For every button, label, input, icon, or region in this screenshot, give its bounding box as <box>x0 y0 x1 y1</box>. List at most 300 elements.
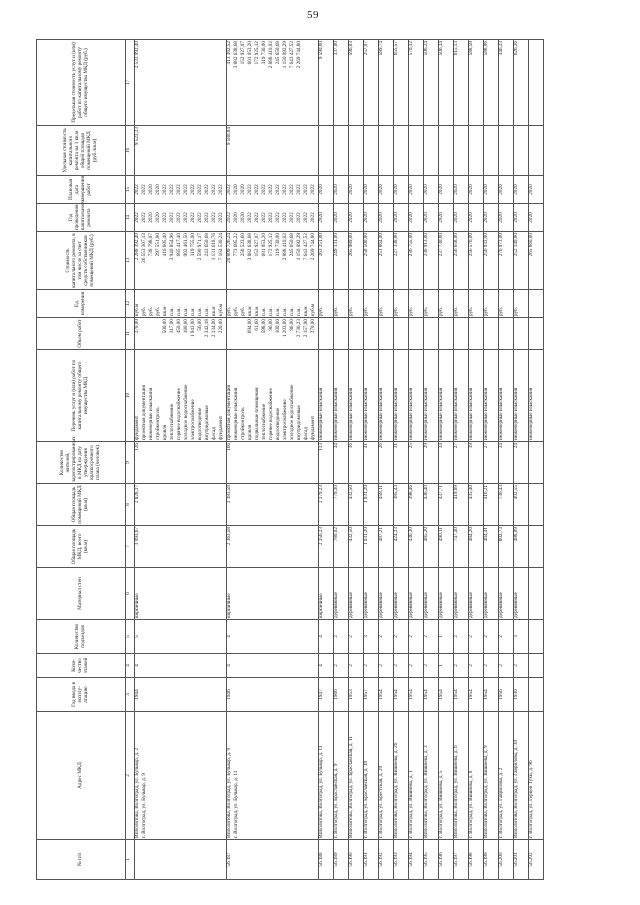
cell-floors: 2 <box>499 654 514 678</box>
cell-line: 7 643 427,52 <box>289 41 295 69</box>
cell-unit-cost <box>424 126 439 176</box>
cell-unit-cost <box>484 126 499 176</box>
table-row <box>135 40 227 880</box>
cell-line: 2022 <box>268 212 274 223</box>
cell-limit: 9 590,00 <box>319 40 334 126</box>
cell-floors: 2 <box>454 654 469 678</box>
cell-area-total: 780,02 <box>334 526 349 568</box>
cell-area-prem: 2 179,23 <box>319 484 334 526</box>
cell-cost: 252 140,00 <box>514 232 529 290</box>
cell-line: 3 882 638,68 <box>233 41 239 69</box>
cell-line: 2022 <box>247 184 253 195</box>
cell-area-prem: 402,55 <box>514 484 529 526</box>
rotated-table-container <box>36 40 606 880</box>
cell-line: 317,00 <box>169 319 175 334</box>
cell-area-prem: 1 031,20 <box>364 484 379 526</box>
cell-unit-cost <box>379 126 394 176</box>
cell-repair-year: 2020 <box>394 204 409 232</box>
cell-line <box>142 319 149 348</box>
cell-line: кв.м <box>247 306 253 316</box>
cell-residents: 29 <box>424 442 439 484</box>
cell-area-total: 487,21 <box>379 526 394 568</box>
cell-cost: 251 864,00 <box>379 232 394 290</box>
cell-repair-year: 2020 <box>514 204 529 232</box>
table-row <box>379 40 394 880</box>
cell-no: 56.193 <box>394 840 409 880</box>
cell-line: 319 730,00 <box>275 233 281 257</box>
cell-works: инженерные изыскания <box>319 350 334 442</box>
cell-floors: 2 <box>424 654 439 678</box>
header-cell: Общая площадь помещений МКД (кв.м) <box>37 484 126 526</box>
cell-floors: 4 <box>227 654 319 678</box>
column-number-cell: 13 <box>126 232 135 290</box>
cell-residents: 16 <box>349 442 364 484</box>
cell-line: куб.м <box>218 303 224 316</box>
cell-area-prem: 385,43 <box>394 484 409 526</box>
cell-line: кровля <box>247 424 253 440</box>
cell-limit: 346,23 <box>499 40 514 126</box>
cell-works: инженерные изыскания <box>439 350 454 442</box>
cell-area-total: 802,73 <box>499 526 514 568</box>
cell-cost: 256 658,00 <box>454 232 469 290</box>
cell-line: 96,00 <box>289 319 295 331</box>
cell-line: 2 288 392,40 <box>134 233 140 261</box>
cell-line: 685 417,40 <box>176 233 182 257</box>
cell-line: п.м. <box>169 307 175 316</box>
cell-limit: 570,12 <box>409 40 424 126</box>
cell-works: инженерные изыскания <box>499 350 514 442</box>
cell-line: внутридомовые <box>204 405 210 440</box>
column-number-cell: 11 <box>126 318 135 350</box>
cell-limit: 655,57 <box>394 40 409 126</box>
cell-line: 2 269 744,80 <box>296 41 302 69</box>
cell-line: кв.м <box>254 306 260 316</box>
column-number-cell: 12 <box>126 290 135 318</box>
cell-year: 1947 <box>319 678 334 712</box>
cell-line: 2022 <box>169 212 175 223</box>
cell-line: 2022 <box>296 212 302 223</box>
cell-volume <box>469 318 484 350</box>
column-number-cell: 6 <box>126 568 135 620</box>
cell-entrances: 4 <box>227 620 319 654</box>
cell-line: п.м. <box>261 307 267 316</box>
cell-unit: руб. <box>379 290 394 318</box>
cell-area-prem: 2 183,58 <box>227 484 319 526</box>
cell-area-prem: 458,11 <box>379 484 394 526</box>
cell-unit: руб. <box>454 290 469 318</box>
cell-volume <box>529 318 544 350</box>
cell-residents: 34 <box>439 442 454 484</box>
cell-line: 2022 <box>310 212 316 223</box>
table-row <box>469 40 484 880</box>
cell-line: 2022 <box>261 184 267 195</box>
header-cell: № п/п <box>37 840 126 880</box>
cell-line: 2022 <box>254 212 260 223</box>
cell-line: 2022 <box>226 184 232 195</box>
cell-year: 1954 <box>394 678 409 712</box>
cell-line: 2 342,18 <box>204 319 210 338</box>
cell-line: г. Волгоград, ул. Бульвар, д. 11 <box>233 770 239 838</box>
cell-line: 694,00 <box>247 319 253 334</box>
cell-unit-cost <box>409 126 424 176</box>
cell-line: 61,60 <box>254 319 260 331</box>
cell-plan-date: 2020 <box>514 176 529 204</box>
cell-material: деревянные <box>379 568 394 620</box>
cell-no: 56.201 <box>514 840 529 880</box>
column-number-cell: 2 <box>126 712 135 840</box>
cell-unit: руб. <box>439 290 454 318</box>
cell-material: деревянные <box>454 568 469 620</box>
cell-area-total: 747,40 <box>454 526 469 568</box>
cell-floors: 2 <box>349 654 364 678</box>
cell-line: г. Волгоград, ул. Бульвар, д. 9 <box>141 773 147 838</box>
cell-line: 2022 <box>169 184 175 195</box>
cell-unit-cost <box>364 126 379 176</box>
cell-address: Ипполитова, Волгоград, ул. Вишнева, д. 9 <box>484 712 499 840</box>
cell-address: г. Волгоград, ул. Вишнева, д. 5 <box>439 712 454 840</box>
cell-volume <box>364 318 379 350</box>
table-body <box>135 40 544 880</box>
cell-line: п.м. <box>282 307 288 316</box>
cell-unit: руб. <box>334 290 349 318</box>
header-cell: Количество жителей, зарегистрированных в МКД на дату утверждения краткосрочного плана (человек) <box>37 442 126 484</box>
header-cell: Стоимость капитального ремонта, в том числе за счет средств собственников помещений МКД (руб.) <box>37 232 126 290</box>
cell-line: руб. <box>233 307 239 316</box>
table-row <box>364 40 379 880</box>
cell-area-total: 2 356,23 <box>319 526 334 568</box>
cell-line: стройконтроль <box>155 407 161 440</box>
cell-residents: 24 <box>514 442 529 484</box>
cell-unit-cost: 9 523,23 <box>135 126 227 176</box>
cell-unit-cost <box>469 126 484 176</box>
cell-line: 319 755,00 <box>190 233 196 257</box>
cell-line: проектная документация <box>141 385 147 440</box>
cell-entrances: 2 <box>469 620 484 654</box>
cell-year: 1966 <box>334 678 349 712</box>
cell-year: 1954 <box>379 678 394 712</box>
cell-plan-date: 2020 <box>484 176 499 204</box>
cell-line: 245 650,68 <box>275 41 281 65</box>
cell-line: 2022 <box>289 184 295 195</box>
cell-volume <box>439 318 454 350</box>
cell-line: электроснабжение <box>282 399 288 440</box>
cell-address: Ипполитова, Волгоград, ул. Вишнева, д. 6 <box>454 712 469 840</box>
cell-entrances <box>529 620 544 654</box>
cell-unit-cost <box>349 126 364 176</box>
cell-residents: 26 <box>379 442 394 484</box>
cell-area-total: 432,50 <box>349 526 364 568</box>
cell-repair-year: 2020 <box>319 204 334 232</box>
cell-line: 2 134,00 <box>211 319 217 338</box>
cell-limit: 2 533 092,40 <box>135 40 227 126</box>
cell-line: 2022 <box>162 184 168 195</box>
cell-area-total: 2 363,58 <box>227 526 319 568</box>
cell-unit-cost <box>454 126 469 176</box>
cell-limit: 588,06 <box>484 40 499 126</box>
cell-line: 2022 <box>282 212 288 223</box>
cell-line: 270,00 <box>134 319 140 334</box>
cell-floors: 4 <box>135 654 227 678</box>
cell-area-total <box>529 526 544 568</box>
cell-line: 2022 <box>310 184 316 195</box>
cell-material: деревянные <box>439 568 454 620</box>
cell-material: кирпичные <box>135 568 227 620</box>
cell-unit: руб. <box>484 290 499 318</box>
cell-line: 450,00 <box>176 319 182 334</box>
cell-line: инженерные изыскания <box>233 387 239 440</box>
cell-line: 20 809 726,24 <box>226 233 232 263</box>
cell-cost: 256 576,00 <box>469 232 484 290</box>
cell-limit: 589,74 <box>379 40 394 126</box>
cell-works: инженерные изыскания <box>334 350 349 442</box>
cell-works <box>227 350 319 442</box>
cell-volume <box>379 318 394 350</box>
cell-line: теплоснабжение <box>169 403 175 440</box>
cell-residents: 34 <box>334 442 349 484</box>
cell-line: 180,00 <box>183 319 189 334</box>
cell-floors: 4 <box>319 654 334 678</box>
column-number-cell: 5 <box>126 620 135 654</box>
cell-no: 56.187 <box>227 840 319 880</box>
cell-repair-year: 2020 <box>499 204 514 232</box>
cell-line: куб.м <box>310 303 316 316</box>
cell-line: 2022 <box>211 212 217 223</box>
cell-residents: 126 <box>135 442 227 484</box>
cell-line: 500,00 <box>162 319 168 334</box>
cell-cost: 265 989,00 <box>349 232 364 290</box>
cell-address: Ипполитова, Волгоград, ул. Бульвар, д. 11 <box>319 712 334 840</box>
cell-floors: 2 <box>394 654 409 678</box>
table-row <box>319 40 334 880</box>
cell-no <box>135 840 227 880</box>
cell-works: инженерные изыскания <box>364 350 379 442</box>
cell-line: фундамент <box>310 415 316 440</box>
cell-line: горячее водоснабжение <box>176 388 182 440</box>
cell-line: 258 523,60 <box>240 233 246 257</box>
cell-line: 2020 <box>240 184 246 195</box>
cell-line: 2022 <box>204 212 210 223</box>
cell-works: инженерные изыскания <box>469 350 484 442</box>
cell-line: 416 605,40 <box>162 233 168 257</box>
cell-line: 2 888 410,02 <box>282 233 288 261</box>
cell-entrances: 2 <box>499 620 514 654</box>
cell-entrances: 2 <box>409 620 424 654</box>
cell-line: руб. <box>141 307 147 316</box>
cell-line: 902 461,50 <box>183 233 189 257</box>
cell-line: 172 925,12 <box>254 41 260 65</box>
cell-area-total: 424,33 <box>394 526 409 568</box>
cell-cost: 249 131,00 <box>334 232 349 290</box>
cell-line: 243 650,68 <box>204 233 210 257</box>
cell-line: 2020 <box>148 212 154 223</box>
cell-no: 56.198 <box>469 840 484 880</box>
cell-area-prem: 736,43 <box>499 484 514 526</box>
cell-address: г. Волгоград, ул. Браславская, д. 9 <box>334 712 349 840</box>
cell-line: 152 927,07 <box>254 233 260 257</box>
cell-address: Ипполитова, Волгоград, ул. Вишнева, д. 3 <box>424 712 439 840</box>
cell-line: кв.м <box>162 306 168 316</box>
rotated-page <box>36 40 606 880</box>
header-cell: Плановая дата завершения работ <box>37 176 126 204</box>
cell-area-prem: 435,40 <box>469 484 484 526</box>
cell-area-total: 485,20 <box>424 526 439 568</box>
cell-unit: руб. <box>364 290 379 318</box>
cell-line <box>227 319 234 348</box>
column-number-cell: 10 <box>126 350 135 442</box>
cell-material: деревянные <box>469 568 484 620</box>
cell-plan-date <box>135 176 227 204</box>
table-row <box>499 40 514 880</box>
cell-area-total: 436,30 <box>409 526 424 568</box>
cell-line: 2020 <box>148 184 154 195</box>
cell-material: кирпичные <box>227 568 319 620</box>
header-cell: Адрес МКД <box>37 712 126 840</box>
cell-entrances: 2 <box>334 620 349 654</box>
cell-line: п.м. <box>289 307 295 316</box>
cell-line: п.м. <box>183 307 189 316</box>
table-row <box>349 40 364 880</box>
cell-residents <box>529 442 544 484</box>
cell-plan-date: 2020 <box>379 176 394 204</box>
cell-limit <box>529 40 544 126</box>
cell-plan-date: 2020 <box>424 176 439 204</box>
cell-line: 2022 <box>254 184 260 195</box>
cell-material: деревянные <box>334 568 349 620</box>
cell-line: 2020 <box>233 212 239 223</box>
cell-residents: 27 <box>454 442 469 484</box>
cell-line <box>234 319 241 348</box>
cell-unit-cost <box>514 126 529 176</box>
cell-plan-date: 2020 <box>469 176 484 204</box>
cell-plan-date: 2020 <box>499 176 514 204</box>
cell-unit: руб. <box>409 290 424 318</box>
cell-line: 2020 <box>155 184 161 195</box>
cell-volume <box>349 318 364 350</box>
cell-plan-date: 2020 <box>394 176 409 204</box>
cell-area-total: 484,20 <box>469 526 484 568</box>
cell-line: 2022 <box>247 212 253 223</box>
cell-line: фундамент <box>218 415 224 440</box>
cell-year: 1953 <box>349 678 364 712</box>
cell-unit-cost <box>319 126 334 176</box>
cell-no: 56.194 <box>409 840 424 880</box>
cell-volume <box>484 318 499 350</box>
cell-year: 1930 <box>514 678 529 712</box>
cell-line: 2022 <box>190 212 196 223</box>
table-row <box>334 40 349 880</box>
cell-floors <box>529 654 544 678</box>
cell-repair-year: 2020 <box>379 204 394 232</box>
cell-floors: 2 <box>334 654 349 678</box>
table-row <box>227 40 319 880</box>
table-row <box>454 40 469 880</box>
cell-line: 7 643 427,52 <box>303 233 309 261</box>
cell-area-total: 3 093,67 <box>135 526 227 568</box>
cell-address: г. Волгоград, ул. Вишнева, д. 8 <box>469 712 484 840</box>
cell-cost <box>227 232 319 290</box>
cell-line: 2020 <box>155 212 161 223</box>
cell-year <box>529 678 544 712</box>
cell-year: 1954 <box>424 678 439 712</box>
cell-line: куб.м <box>134 303 140 316</box>
cell-line: 270,00 <box>310 319 316 334</box>
header-cell: Перечень услуг и (или) работ по капитальному ремонту общего имущества МКД <box>37 350 126 442</box>
cell-area-prem: 398,46 <box>409 484 424 526</box>
cell-line: 2 157,90 <box>303 319 309 338</box>
cell-floors: 2 <box>409 654 424 678</box>
cell-line: 2022 <box>303 212 309 223</box>
column-number-cell: 9 <box>126 442 135 484</box>
cell-residents: 31 <box>394 442 409 484</box>
cell-line: 2022 <box>275 184 281 195</box>
cell-line: п.м. <box>176 307 182 316</box>
cell-line: 2022 <box>289 212 295 223</box>
cell-floors: 2 <box>484 654 499 678</box>
cell-residents: 25 <box>409 442 424 484</box>
cell-line: 3 940 854,96 <box>169 233 175 261</box>
column-number-cell: 8 <box>126 484 135 526</box>
cell-line: руб. <box>240 307 246 316</box>
cell-line: 2022 <box>211 184 217 195</box>
cell-line: п.м. <box>190 307 196 316</box>
cell-line: 3 882 638,68 <box>247 233 253 261</box>
cell-line: п.м. <box>275 307 281 316</box>
cell-line: водоотведение <box>275 407 281 440</box>
cell-line: холодное водоснабжение <box>289 384 295 440</box>
cell-plan-date: 2020 <box>319 176 334 204</box>
cell-line: п.м. <box>204 307 210 316</box>
header-cell: Ед. измерения <box>37 290 126 318</box>
cell-line: горячее водоснабжение <box>268 388 274 440</box>
cell-cost: 258 500,00 <box>364 232 379 290</box>
cell-line: фасад <box>211 427 217 440</box>
cell-unit <box>227 290 319 318</box>
cell-works: инженерные изыскания <box>514 350 529 442</box>
cell-no: 56.191 <box>364 840 379 880</box>
cell-repair-year: 2020 <box>364 204 379 232</box>
cell-year: 1954 <box>484 678 499 712</box>
cell-material: кирпичные <box>319 568 334 620</box>
cell-plan-date: 2020 <box>364 176 379 204</box>
cell-plan-date: 2020 <box>334 176 349 204</box>
cell-limit: 506,34 <box>439 40 454 126</box>
cell-area-prem: 436,40 <box>424 484 439 526</box>
column-number-cell: 1 <box>126 840 135 880</box>
cell-year: 1954 <box>409 678 424 712</box>
cell-address: г. Волгоград, ул. Гаврилова, д. 2 <box>499 712 514 840</box>
cell-line: 2020 <box>240 212 246 223</box>
column-number-cell: 3 <box>126 678 135 712</box>
cell-volume <box>227 318 319 350</box>
cell-line: 2022 <box>176 212 182 223</box>
cell-residents: 41 <box>364 442 379 484</box>
cell-line: 1 943,00 <box>190 319 196 338</box>
cell-line: 2 736,23 <box>296 319 302 338</box>
cell-plan-date: 2020 <box>454 176 469 204</box>
cell-line: подвальные помещения <box>254 387 260 440</box>
cell-year: 1954 <box>454 678 469 712</box>
cell-cost: 256 033,00 <box>484 232 499 290</box>
cell-entrances: 2 <box>394 620 409 654</box>
cell-line: 152 927,07 <box>240 41 246 65</box>
cell-line: водоотведение <box>197 407 203 440</box>
cell-address <box>135 712 227 840</box>
cell-material: деревянные <box>514 568 529 620</box>
cell-line: 738 798,07 <box>148 233 154 257</box>
cell-no: 56.189 <box>334 840 349 880</box>
cell-material: деревянные <box>394 568 409 620</box>
cell-volume <box>499 318 514 350</box>
